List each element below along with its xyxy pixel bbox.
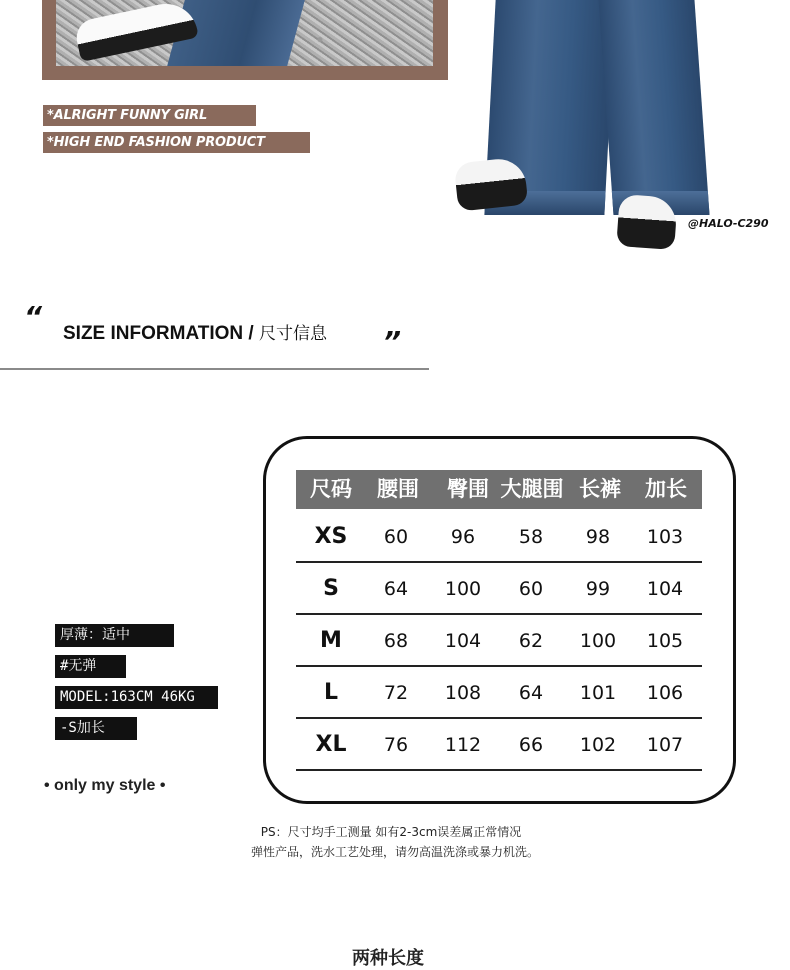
header-hip: 臀围 [447,477,489,501]
size-table-header [296,470,702,509]
size-info-title-en: SIZE INFORMATION / [63,323,259,344]
section-divider [0,368,429,370]
cell-hip: 104 [444,630,482,652]
cell-thigh: 60 [518,578,544,600]
next-section-title: 两种长度 [352,948,424,969]
cell-thigh: 66 [518,734,544,756]
quote-close-icon: ” [383,325,402,358]
cell-waist: 64 [383,578,409,600]
table-row [296,667,702,719]
tagline-high-end: *HIGH END FASHION PRODUCT [43,132,310,153]
quote-open-icon: “ [24,300,43,333]
cell-pants-length: 99 [585,578,611,600]
size-info-title [63,319,327,345]
cell-waist: 76 [383,734,409,756]
cell-size: M [320,628,342,653]
table-row [296,511,702,563]
measurement-note: PS：尺寸均手工测量 如有2-3cm误差属正常情况 [260,825,522,839]
cell-hip: 96 [450,526,476,548]
tagline-funny-girl: *ALRIGHT FUNNY GIRL [43,105,256,126]
cell-waist: 60 [383,526,409,548]
cell-extra-length: 104 [646,578,684,600]
size-info-title-cn: 尺寸信息 [258,324,327,344]
cell-hip: 108 [444,682,482,704]
cell-pants-length: 98 [585,526,611,548]
cell-extra-length: 106 [646,682,684,704]
header-extra-length: 加长 [645,477,687,501]
cell-thigh: 58 [518,526,544,548]
cell-hip: 112 [444,734,482,756]
table-row [296,719,702,771]
cell-hip: 100 [444,578,482,600]
header-thigh: 大腿围 [500,477,564,501]
cell-size: S [323,576,339,601]
table-row [296,615,702,667]
cell-thigh: 62 [518,630,544,652]
row-divider [296,769,702,771]
lifestyle-photo-frame [42,0,448,80]
table-row [296,563,702,615]
header-waist: 腰围 [377,477,419,501]
jeans-right-leg [598,0,709,215]
cell-size: L [323,680,339,705]
note-thickness: 厚薄：适中 [55,624,174,647]
cell-pants-length: 101 [579,682,617,704]
lifestyle-photo [56,0,433,66]
cell-waist: 68 [383,630,409,652]
header-size: 尺码 [310,477,352,501]
cell-extra-length: 107 [646,734,684,756]
cell-pants-length: 102 [579,734,617,756]
cell-waist: 72 [383,682,409,704]
note-stretch: #无弹 [55,655,126,678]
photo-handle: @HALO-C290 [688,217,769,230]
cell-size: XS [314,524,348,549]
cell-thigh: 64 [518,682,544,704]
care-note: 弹性产品，洗水工艺处理，请勿高温洗涤或暴力机洗。 [250,845,539,859]
cell-extra-length: 105 [646,630,684,652]
note-model: MODEL:163CM 46KG [55,686,218,709]
cell-pants-length: 100 [579,630,617,652]
style-note: • only my style • [44,777,166,794]
cell-extra-length: 103 [646,526,684,548]
header-pants-length: 长裤 [579,477,621,501]
note-length: -S加长 [55,717,137,740]
cell-size: XL [315,732,347,757]
